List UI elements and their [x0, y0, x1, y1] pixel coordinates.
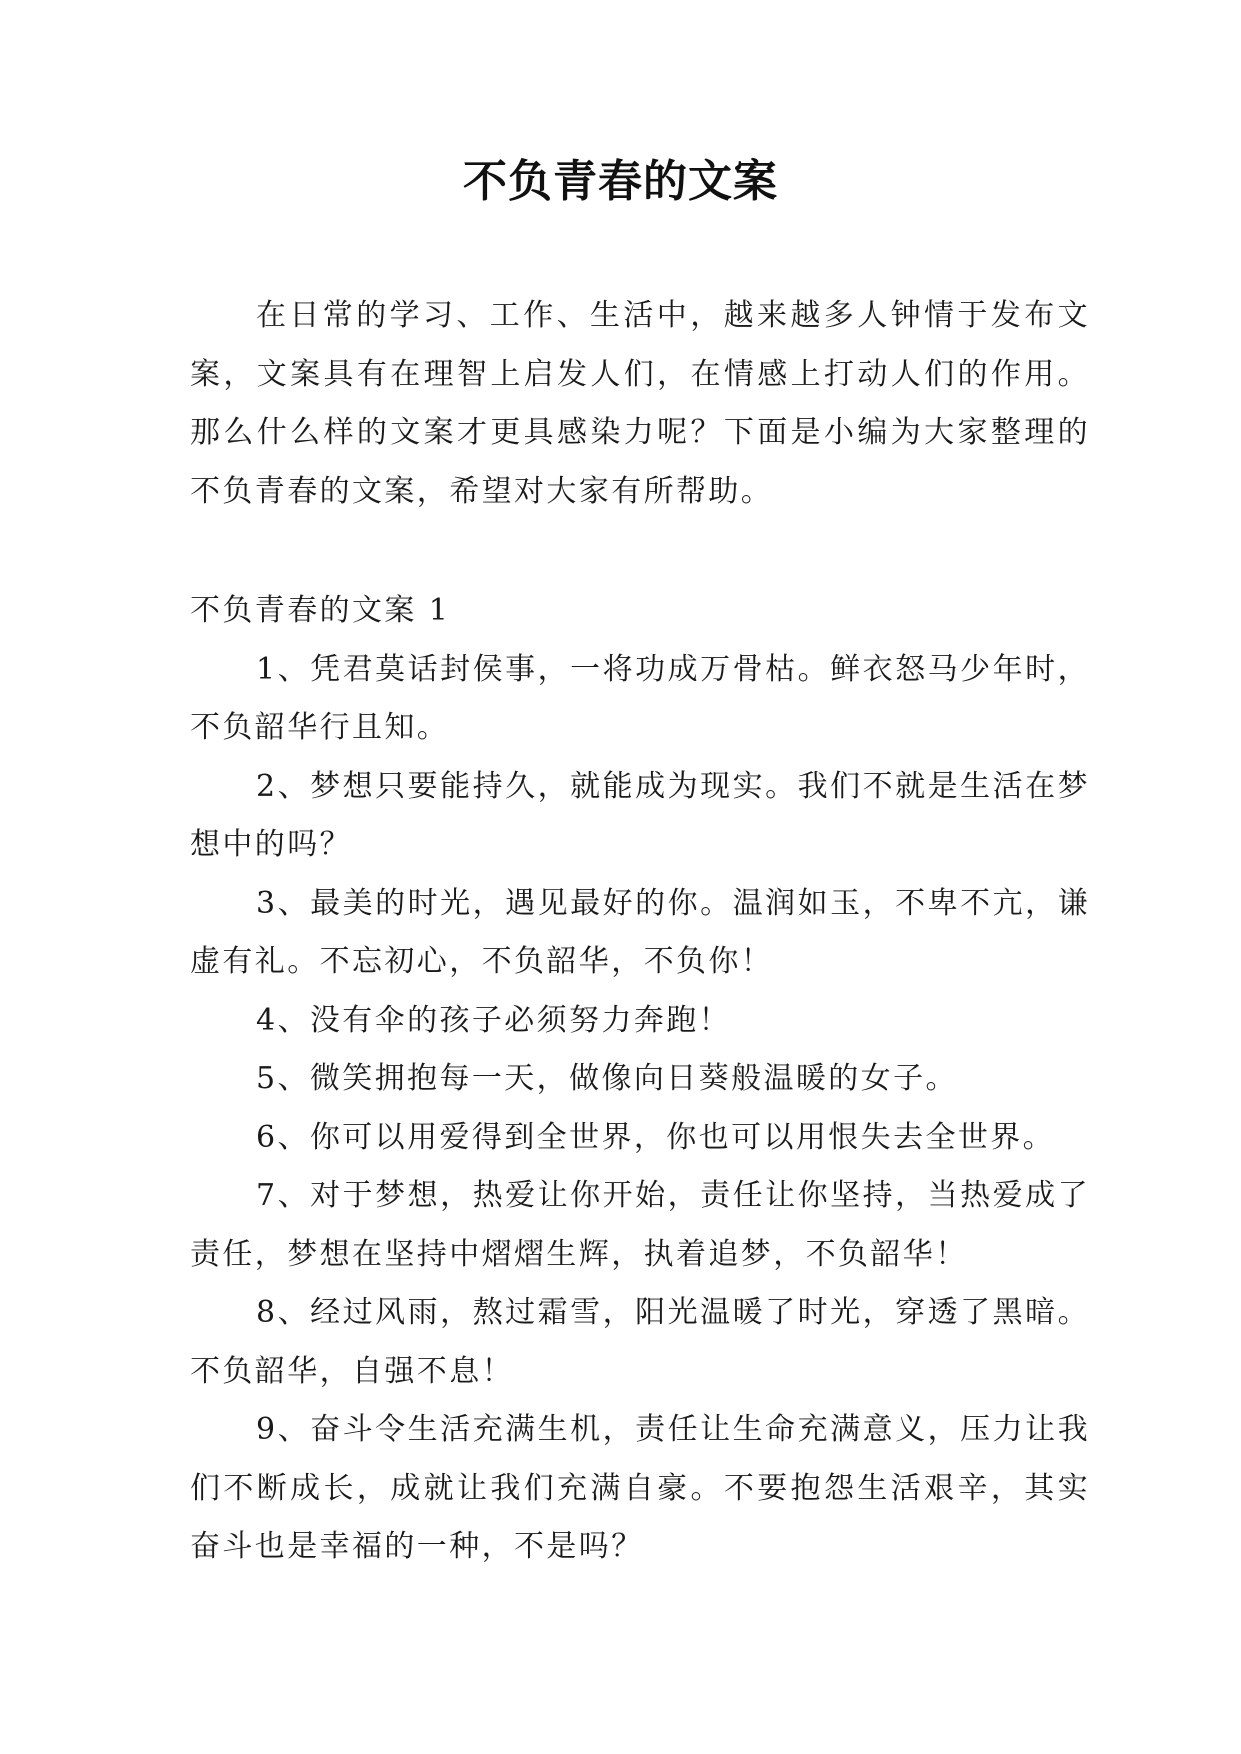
list-item: 9、奋斗令生活充满生机，责任让生命充满意义，压力让我们不断成长，成就让我们充满自豪。不要抱怨生活艰辛，其实奋斗也是幸福的一种，不是吗？ [190, 1412, 1090, 1564]
list-item: 6、你可以用爱得到全世界，你也可以用恨失去全世界。 [256, 1119, 1056, 1155]
intro-paragraph: 在日常的学习、工作、生活中，越来越多人钟情于发布文案，文案具有在理智上启发人们，在情感上打动人们的作用。那么什么样的文案才更具感染力呢？下面是小编为大家整理的不负青春的文案，希望对大家有所帮助。 [190, 298, 1090, 509]
list-item: 5、微笑拥抱每一天，做像向日葵般温暖的女子。 [256, 1061, 958, 1096]
list-item: 3、最美的时光，遇见最好的你。温润如玉，不卑不亢，谦虚有礼。不忘初心，不负韶华，不负你！ [190, 885, 1090, 979]
document-body [190, 287, 1090, 1577]
section-heading: 不负青春的文案 1 [190, 593, 451, 628]
list-item: 1、凭君莫话封侯事，一将功成万骨枯。鲜衣怒马少年时，不负韶华行且知。 [190, 651, 1090, 745]
list-item: 2、梦想只要能持久，就能成为现实。我们不就是生活在梦想中的吗？ [190, 768, 1090, 862]
document-title: 不负青春的文案 [463, 156, 778, 207]
list-item: 4、没有伞的孩子必须努力奔跑！ [256, 1002, 732, 1038]
list-item: 8、经过风雨，熬过霜雪，阳光温暖了时光，穿透了黑暗。不负韶华，自强不息！ [190, 1295, 1090, 1389]
list-item: 7、对于梦想，热爱让你开始，责任让你坚持，当热爱成了责任，梦想在坚持中熠熠生辉，执着追梦，不负韶华！ [190, 1178, 1090, 1272]
